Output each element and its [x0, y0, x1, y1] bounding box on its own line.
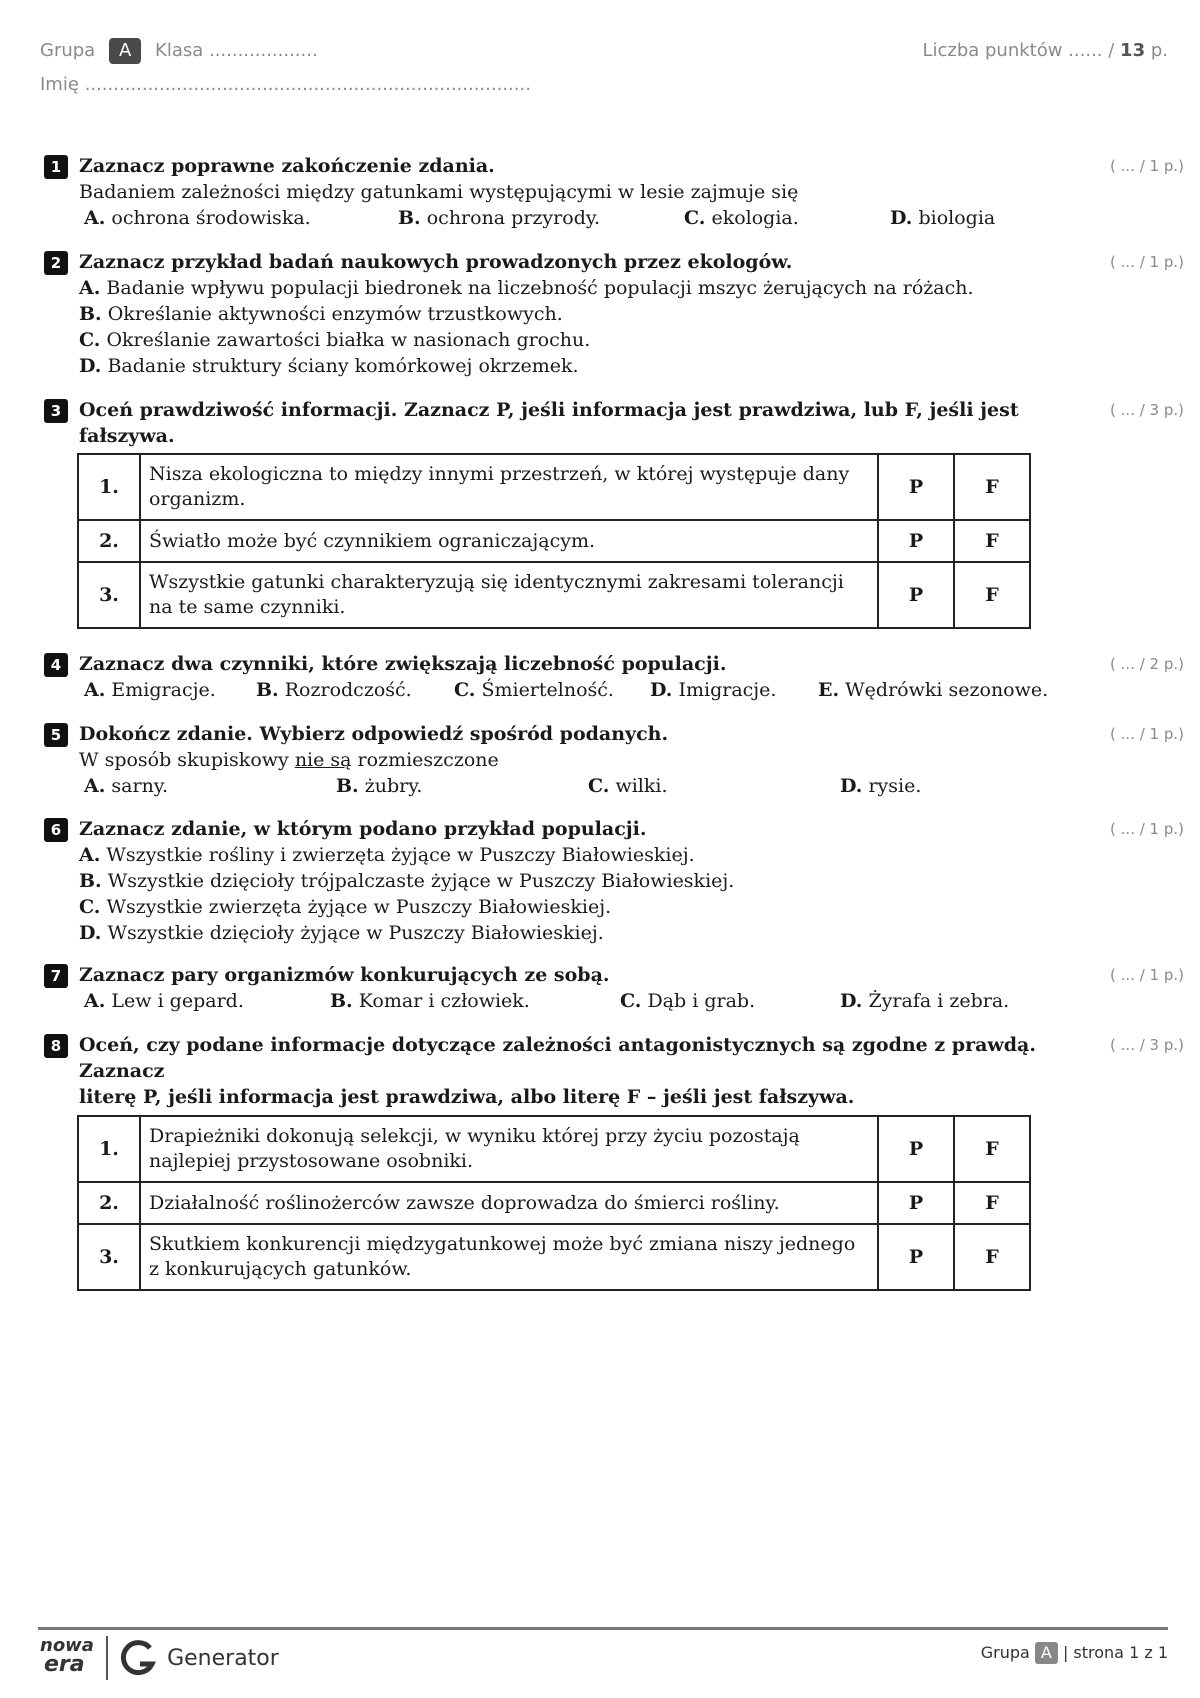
- row-number: 2.: [78, 520, 140, 562]
- question-title: Oceń, czy podane informacje dotyczące zależności antagonistycznych są zgodne z prawdą. Zaznacz: [79, 1034, 1036, 1082]
- question-stem: W sposób skupiskowy nie są rozmieszczone: [79, 749, 499, 771]
- question-number: 7: [44, 964, 68, 988]
- question-title: Zaznacz zdanie, w którym podano przykład populacji.: [79, 818, 647, 840]
- answer-f[interactable]: F: [954, 520, 1030, 562]
- question-stem: Badaniem zależności między gatunkami występującymi w lesie zajmuje się: [79, 181, 799, 203]
- points-unit: p.: [1150, 40, 1168, 61]
- table-row: [78, 1224, 1030, 1290]
- answer-p[interactable]: P: [878, 1182, 954, 1224]
- points-total: 13: [1120, 40, 1146, 61]
- question-title: Dokończ zdanie. Wybierz odpowiedź spośród podanych.: [79, 723, 669, 745]
- question-number: 2: [44, 251, 68, 275]
- option-a[interactable]: A. Badanie wpływu populacji biedronek na liczebność populacji mszyc żerujących na różach.: [79, 277, 974, 299]
- answer-p[interactable]: P: [878, 562, 954, 628]
- option-a[interactable]: A. ochrona środowiska.: [84, 207, 311, 229]
- question-number: 6: [44, 818, 68, 842]
- option-d[interactable]: D. biologia: [890, 207, 996, 229]
- question-8: [44, 1032, 1184, 1110]
- question-5: [44, 721, 1184, 799]
- question-4: [44, 651, 1184, 703]
- question-number: 8: [44, 1034, 68, 1058]
- footer-divider: [38, 1627, 1168, 1630]
- question-number: 3: [44, 399, 68, 423]
- generator-logo: Generator: [120, 1638, 279, 1678]
- answer-p[interactable]: P: [878, 1116, 954, 1182]
- question-points: ( ... / 1 p.): [1110, 820, 1184, 838]
- points-label: Liczba punktów ...... /: [922, 40, 1115, 61]
- option-d[interactable]: D. Wszystkie dzięcioły żyjące w Puszczy Białowieskiej.: [79, 922, 604, 944]
- option-d[interactable]: D. Badanie struktury ściany komórkowej okrzemek.: [79, 355, 579, 377]
- table-row: [78, 454, 1030, 520]
- question-points: ( ... / 1 p.): [1110, 253, 1184, 271]
- header-grupa: [40, 38, 318, 64]
- option-c[interactable]: C. Określanie zawartości białka w nasionach grochu.: [79, 329, 591, 351]
- answer-f[interactable]: F: [954, 1116, 1030, 1182]
- question-title-line-2: literę P, jeśli informacja jest prawdziwa, albo literę F – jeśli jest fałszywa.: [79, 1086, 855, 1108]
- option-c[interactable]: C. wilki.: [588, 775, 668, 797]
- klasa-field: Klasa ...................: [155, 40, 318, 61]
- question-points: ( ... / 1 p.): [1110, 966, 1184, 984]
- question-points: ( ... / 3 p.): [1110, 401, 1184, 419]
- grupa-badge: A: [109, 38, 141, 64]
- question-title: Zaznacz przykład badań naukowych prowadzonych przez ekologów.: [79, 251, 793, 273]
- option-a[interactable]: A. Lew i gepard.: [84, 990, 244, 1012]
- option-a[interactable]: A. Emigracje.: [84, 679, 216, 701]
- answer-options: [84, 205, 1044, 231]
- answer-options: [84, 988, 1044, 1014]
- option-c[interactable]: C. Dąb i grab.: [620, 990, 756, 1012]
- option-b[interactable]: B. żubry.: [336, 775, 423, 797]
- answer-f[interactable]: F: [954, 1182, 1030, 1224]
- row-number: 1.: [78, 454, 140, 520]
- option-b[interactable]: B. Komar i człowiek.: [330, 990, 530, 1012]
- question-title: Zaznacz poprawne zakończenie zdania.: [79, 155, 495, 177]
- nowa-era-logo: nowa era: [40, 1635, 94, 1677]
- row-statement: Nisza ekologiczna to między innymi przestrzeń, w której występuje dany organizm.: [140, 454, 878, 520]
- question-points: ( ... / 2 p.): [1110, 655, 1184, 673]
- question-7: [44, 962, 1184, 1014]
- row-number: 2.: [78, 1182, 140, 1224]
- table-row: [78, 520, 1030, 562]
- generator-g-icon: [120, 1638, 160, 1678]
- answer-options: [84, 773, 1044, 799]
- footer-grupa-badge: A: [1035, 1642, 1058, 1664]
- answer-p[interactable]: P: [878, 520, 954, 562]
- question-2: [44, 249, 1184, 379]
- option-a[interactable]: A. Wszystkie rośliny i zwierzęta żyjące w Puszczy Białowieskiej.: [79, 844, 695, 866]
- question-points: ( ... / 1 p.): [1110, 157, 1184, 175]
- option-d[interactable]: D. Imigracje.: [650, 679, 777, 701]
- question-number: 1: [44, 155, 68, 179]
- question-3: [44, 397, 1184, 449]
- true-false-table: [77, 453, 1031, 629]
- option-b[interactable]: B. Określanie aktywności enzymów trzustkowych.: [79, 303, 563, 325]
- grupa-label: Grupa: [40, 40, 96, 61]
- option-b[interactable]: B. ochrona przyrody.: [398, 207, 601, 229]
- option-c[interactable]: C. ekologia.: [684, 207, 799, 229]
- question-1: [44, 153, 1184, 231]
- row-number: 3.: [78, 562, 140, 628]
- imie-field: Imię ..............................................................................: [40, 74, 531, 95]
- option-d[interactable]: D. rysie.: [840, 775, 922, 797]
- question-number: 5: [44, 723, 68, 747]
- option-d[interactable]: D. Żyrafa i zebra.: [840, 990, 1010, 1012]
- footer-page-info: [981, 1642, 1168, 1664]
- row-statement: Skutkiem konkurencji międzygatunkowej może być zmiana niszy jednego z konkurujących gatunków.: [140, 1224, 878, 1290]
- answer-f[interactable]: F: [954, 562, 1030, 628]
- table-row: [78, 1116, 1030, 1182]
- option-e[interactable]: E. Wędrówki sezonowe.: [818, 679, 1049, 701]
- row-number: 3.: [78, 1224, 140, 1290]
- question-points: ( ... / 3 p.): [1110, 1036, 1184, 1054]
- answer-options: [84, 677, 1049, 703]
- answer-p[interactable]: P: [878, 454, 954, 520]
- question-6: [44, 816, 1184, 946]
- question-title: Zaznacz dwa czynniki, które zwiększają liczebność populacji.: [79, 653, 727, 675]
- table-row: [78, 1182, 1030, 1224]
- option-c[interactable]: C. Wszystkie zwierzęta żyjące w Puszczy Białowieskiej.: [79, 896, 612, 918]
- question-title: Oceń prawdziwość informacji. Zaznacz P, jeśli informacja jest prawdziwa, lub F, jeśli jest fałszywa.: [79, 399, 1019, 447]
- row-statement: Wszystkie gatunki charakteryzują się identycznymi zakresami tolerancji na te same czynniki.: [140, 562, 878, 628]
- true-false-table: [77, 1115, 1031, 1291]
- row-statement: Drapieżniki dokonują selekcji, w wyniku której przy życiu pozostają najlepiej przystosowane osobniki.: [140, 1116, 878, 1182]
- answer-f[interactable]: F: [954, 454, 1030, 520]
- option-a[interactable]: A. sarny.: [84, 775, 169, 797]
- page-number: | strona 1 z 1: [1062, 1643, 1168, 1662]
- option-b[interactable]: B. Rozrodczość.: [256, 679, 412, 701]
- logo-separator: [106, 1636, 108, 1680]
- question-title: Zaznacz pary organizmów konkurujących ze sobą.: [79, 964, 610, 986]
- footer-grupa-label: Grupa: [980, 1643, 1030, 1662]
- answer-p[interactable]: P: [878, 1224, 954, 1290]
- table-row: [78, 562, 1030, 628]
- row-number: 1.: [78, 1116, 140, 1182]
- answer-f[interactable]: F: [954, 1224, 1030, 1290]
- question-number: 4: [44, 653, 68, 677]
- question-points: ( ... / 1 p.): [1110, 725, 1184, 743]
- row-statement: Działalność roślinożerców zawsze doprowadza do śmierci rośliny.: [140, 1182, 878, 1224]
- row-statement: Światło może być czynnikiem ograniczającym.: [140, 520, 878, 562]
- option-c[interactable]: C. Śmiertelność.: [454, 679, 614, 701]
- option-b[interactable]: B. Wszystkie dzięcioły trójpalczaste żyjące w Puszczy Białowieskiej.: [79, 870, 735, 892]
- points-summary: [922, 40, 1168, 61]
